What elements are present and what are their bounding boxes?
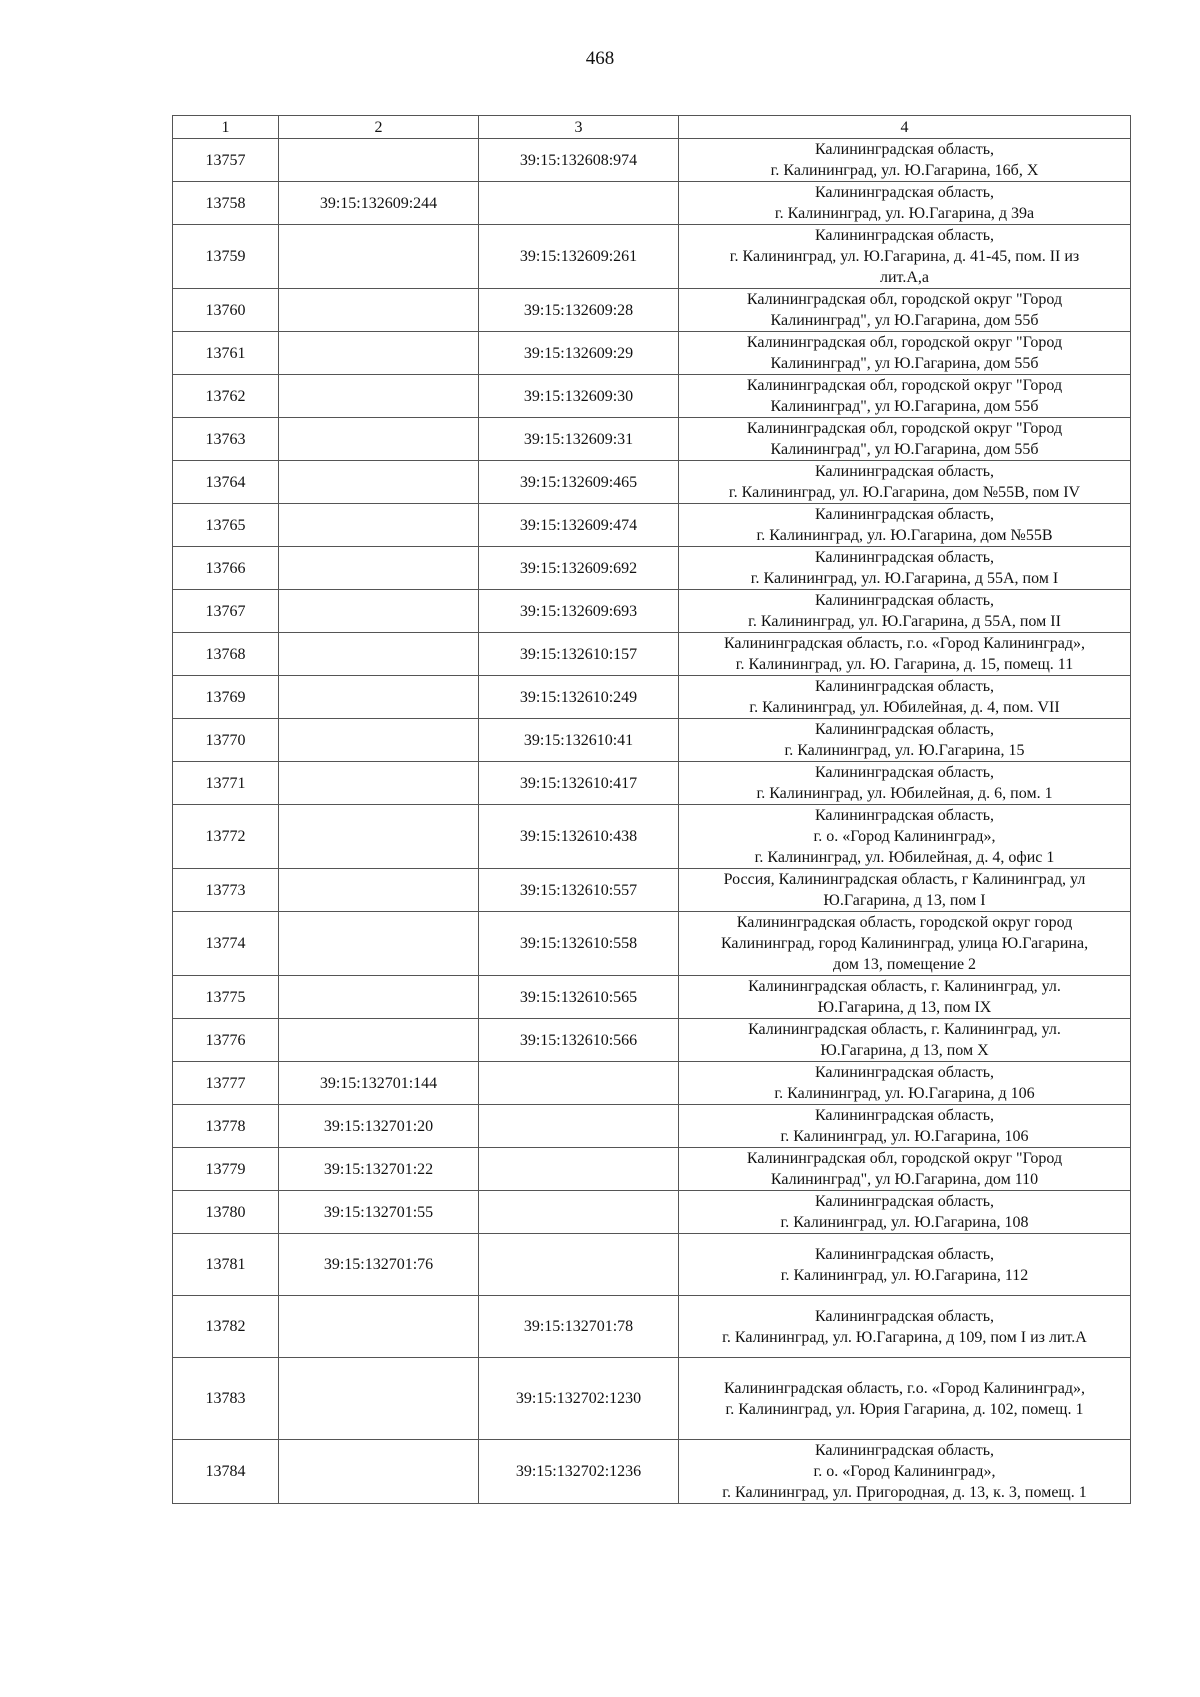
cadastral-number-col2: 39:15:132609:244 bbox=[279, 182, 479, 225]
row-number-cell: 13771 bbox=[173, 762, 279, 805]
cadastral-number-col3: 39:15:132609:29 bbox=[479, 332, 679, 375]
address-line: г. Калининград, ул. Ю.Гагарина, д 55А, пом II bbox=[748, 613, 1061, 630]
cadastral-number-col3: 39:15:132609:693 bbox=[479, 590, 679, 633]
address-line: Калининградская область, bbox=[814, 1107, 995, 1124]
address-cell bbox=[679, 289, 1131, 332]
address-line: Калининградская обл, городской округ "Город bbox=[746, 291, 1063, 308]
cadastral-number-col2: 39:15:132701:144 bbox=[279, 1062, 479, 1105]
address-line: Калининградская область, bbox=[814, 592, 995, 609]
row-number-cell: 13764 bbox=[173, 461, 279, 504]
row-number-cell: 13762 bbox=[173, 375, 279, 418]
cadastral-number-col3: 39:15:132610:565 bbox=[479, 976, 679, 1019]
row-number-cell: 13773 bbox=[173, 869, 279, 912]
address-line: Калининградская область, г. Калининград, ул. bbox=[748, 1021, 1061, 1038]
row-number-cell: 13784 bbox=[173, 1440, 279, 1504]
table-row bbox=[173, 590, 1131, 633]
address-line: Калининград", ул Ю.Гагарина, дом 55б bbox=[770, 312, 1039, 329]
address-line: дом 13, помещение 2 bbox=[832, 956, 977, 973]
row-number-cell: 13775 bbox=[173, 976, 279, 1019]
cadastral-number-col3: 39:15:132610:417 bbox=[479, 762, 679, 805]
column-header: 2 bbox=[279, 116, 479, 139]
table-row bbox=[173, 139, 1131, 182]
cadastral-number-col3: 39:15:132701:78 bbox=[479, 1296, 679, 1358]
address-line: Ю.Гагарина, д 13, пом I bbox=[823, 892, 986, 909]
cadastral-number-col3: 39:15:132609:31 bbox=[479, 418, 679, 461]
row-number-cell: 13768 bbox=[173, 633, 279, 676]
address-cell bbox=[679, 182, 1131, 225]
cadastral-number-col3 bbox=[479, 1191, 679, 1234]
address-cell bbox=[679, 547, 1131, 590]
table-row bbox=[173, 1358, 1131, 1440]
table-row bbox=[173, 762, 1131, 805]
row-number-cell: 13779 bbox=[173, 1148, 279, 1191]
address-line: Калининград", ул Ю.Гагарина, дом 55б bbox=[770, 441, 1039, 458]
cadastral-number-col2 bbox=[279, 912, 479, 976]
table-row bbox=[173, 418, 1131, 461]
table-row bbox=[173, 976, 1131, 1019]
row-number-cell: 13772 bbox=[173, 805, 279, 869]
cadastral-number-col2 bbox=[279, 869, 479, 912]
table-row bbox=[173, 1062, 1131, 1105]
address-cell bbox=[679, 633, 1131, 676]
table-row bbox=[173, 461, 1131, 504]
row-number-cell: 13780 bbox=[173, 1191, 279, 1234]
row-number-cell: 13781 bbox=[173, 1234, 279, 1296]
address-line: Калининградская область, г.о. «Город Калининград», bbox=[723, 1379, 1086, 1397]
cadastral-number-col2: 39:15:132701:22 bbox=[279, 1148, 479, 1191]
address-line: Калининградская обл, городской округ "Город bbox=[746, 334, 1063, 351]
cadastral-number-col3 bbox=[479, 182, 679, 225]
table-row bbox=[173, 912, 1131, 976]
cadastral-number-col3: 39:15:132610:566 bbox=[479, 1019, 679, 1062]
cadastral-number-col2 bbox=[279, 461, 479, 504]
table-header-row bbox=[173, 116, 1131, 139]
address-cell bbox=[679, 225, 1131, 289]
row-number-cell: 13760 bbox=[173, 289, 279, 332]
address-line: Калининградская область, bbox=[814, 1064, 995, 1081]
address-cell bbox=[679, 139, 1131, 182]
cadastral-number-col2 bbox=[279, 1440, 479, 1504]
address-line: Калининградская область, bbox=[814, 1245, 995, 1263]
address-line: Калининградская область, bbox=[814, 721, 995, 738]
row-number-cell: 13777 bbox=[173, 1062, 279, 1105]
address-line: Калининград", ул Ю.Гагарина, дом 110 bbox=[770, 1171, 1039, 1188]
cadastral-number-col3: 39:15:132610:558 bbox=[479, 912, 679, 976]
address-line: г. Калининград, ул. Ю.Гагарина, 106 bbox=[780, 1128, 1029, 1145]
address-line: г. Калининград, ул. Ю.Гагарина, дом №55В bbox=[756, 527, 1053, 544]
cadastral-number-col2 bbox=[279, 676, 479, 719]
row-number-cell: 13767 bbox=[173, 590, 279, 633]
cadastral-number-col3: 39:15:132610:41 bbox=[479, 719, 679, 762]
address-line: г. о. «Город Калининград», bbox=[813, 1463, 996, 1480]
address-line: г. Калининград, ул. Ю. Гагарина, д. 15, помещ. 11 bbox=[735, 656, 1074, 673]
table-row bbox=[173, 375, 1131, 418]
cadastral-number-col3: 39:15:132610:438 bbox=[479, 805, 679, 869]
table-row bbox=[173, 332, 1131, 375]
address-line: Калининградская область, bbox=[814, 184, 995, 201]
cadastral-number-col2 bbox=[279, 225, 479, 289]
row-number-cell: 13761 bbox=[173, 332, 279, 375]
address-line: Калининградская обл, городской округ "Город bbox=[746, 1150, 1063, 1167]
row-number-cell: 13783 bbox=[173, 1358, 279, 1440]
address-cell bbox=[679, 1296, 1131, 1358]
address-line: г. Калининград, ул. Ю.Гагарина, 108 bbox=[780, 1214, 1029, 1231]
cadastral-number-col2 bbox=[279, 590, 479, 633]
cadastral-number-col3: 39:15:132609:465 bbox=[479, 461, 679, 504]
address-line: Калининград", ул Ю.Гагарина, дом 55б bbox=[770, 355, 1039, 372]
table-row bbox=[173, 504, 1131, 547]
cadastral-number-col3: 39:15:132609:28 bbox=[479, 289, 679, 332]
cadastral-number-col3: 39:15:132609:474 bbox=[479, 504, 679, 547]
address-line: г. Калининград, ул. Ю.Гагарина, д 106 bbox=[774, 1085, 1035, 1102]
address-line: г. Калининград, ул. Юрия Гагарина, д. 102, помещ. 1 bbox=[725, 1400, 1084, 1418]
cadastral-number-col2: 39:15:132701:55 bbox=[279, 1191, 479, 1234]
address-line: Ю.Гагарина, д 13, пом X bbox=[820, 1042, 989, 1059]
table-row bbox=[173, 1296, 1131, 1358]
address-line: Калининградская обл, городской округ "Город bbox=[746, 420, 1063, 437]
address-cell bbox=[679, 461, 1131, 504]
row-number-cell: 13769 bbox=[173, 676, 279, 719]
table-row bbox=[173, 547, 1131, 590]
cadastral-number-col2 bbox=[279, 1358, 479, 1440]
table-row bbox=[173, 1105, 1131, 1148]
cadastral-number-col2 bbox=[279, 375, 479, 418]
address-line: Калининградская область, г. Калининград, ул. bbox=[748, 978, 1061, 995]
registry-table bbox=[172, 115, 1131, 1504]
address-line: г. Калининград, ул. Юбилейная, д. 4, офис 1 bbox=[754, 849, 1055, 866]
address-line: г. Калининград, ул. Юбилейная, д. 4, пом. VII bbox=[749, 699, 1060, 716]
address-line: Калининградская область, bbox=[814, 463, 995, 480]
column-header: 3 bbox=[479, 116, 679, 139]
address-line: Калининград, город Калининград, улица Ю.Гагарина, bbox=[720, 935, 1089, 952]
cadastral-number-col2 bbox=[279, 504, 479, 547]
address-line: Калининград", ул Ю.Гагарина, дом 55б bbox=[770, 398, 1039, 415]
address-line: лит.А,а bbox=[880, 269, 929, 286]
address-line: Калининградская область, bbox=[814, 506, 995, 523]
cadastral-number-col3: 39:15:132610:249 bbox=[479, 676, 679, 719]
table-row bbox=[173, 633, 1131, 676]
address-line: г. Калининград, ул. Ю.Гагарина, д 109, пом I из лит.А bbox=[722, 1328, 1087, 1346]
address-line: Калининградская область, г.о. «Город Калининград», bbox=[723, 635, 1086, 652]
page-number: 468 bbox=[585, 48, 615, 69]
address-cell bbox=[679, 1440, 1131, 1504]
cadastral-number-col2 bbox=[279, 139, 479, 182]
cadastral-number-col3: 39:15:132610:157 bbox=[479, 633, 679, 676]
address-line: Калининградская область, bbox=[814, 1193, 995, 1210]
table-row bbox=[173, 1019, 1131, 1062]
row-number-cell: 13759 bbox=[173, 225, 279, 289]
cadastral-number-col3: 39:15:132609:30 bbox=[479, 375, 679, 418]
cadastral-number-col2 bbox=[279, 1019, 479, 1062]
cadastral-number-col2 bbox=[279, 719, 479, 762]
address-line: Калининградская область, bbox=[814, 549, 995, 566]
cadastral-number-col3: 39:15:132702:1236 bbox=[479, 1440, 679, 1504]
cadastral-number-col2 bbox=[279, 633, 479, 676]
column-header: 4 bbox=[679, 116, 1131, 139]
table-row bbox=[173, 1234, 1131, 1296]
cadastral-number-col3: 39:15:132610:557 bbox=[479, 869, 679, 912]
address-cell bbox=[679, 1019, 1131, 1062]
table-row bbox=[173, 182, 1131, 225]
cadastral-number-col3 bbox=[479, 1148, 679, 1191]
column-header: 1 bbox=[173, 116, 279, 139]
cadastral-number-col2 bbox=[279, 289, 479, 332]
cadastral-number-col2: 39:15:132701:20 bbox=[279, 1105, 479, 1148]
address-line: Калининградская обл, городской округ "Город bbox=[746, 377, 1063, 394]
cadastral-number-col2 bbox=[279, 332, 479, 375]
address-line: Калининградская область, bbox=[814, 141, 995, 158]
address-cell bbox=[679, 418, 1131, 461]
address-cell bbox=[679, 719, 1131, 762]
address-line: Ю.Гагарина, д 13, пом IX bbox=[817, 999, 992, 1016]
address-cell bbox=[679, 1358, 1131, 1440]
address-line: г. Калининград, ул. Ю.Гагарина, д 39а bbox=[774, 205, 1035, 222]
cadastral-number-col2 bbox=[279, 418, 479, 461]
address-line: г. Калининград, ул. Ю.Гагарина, д 55А, пом I bbox=[750, 570, 1059, 587]
table-row bbox=[173, 1191, 1131, 1234]
row-number-cell: 13774 bbox=[173, 912, 279, 976]
address-cell bbox=[679, 762, 1131, 805]
table-row bbox=[173, 805, 1131, 869]
table-row bbox=[173, 289, 1131, 332]
cadastral-number-col2: 39:15:132701:76 bbox=[279, 1234, 479, 1296]
cadastral-number-col2 bbox=[279, 547, 479, 590]
cadastral-number-col2 bbox=[279, 976, 479, 1019]
row-number-cell: 13758 bbox=[173, 182, 279, 225]
address-cell bbox=[679, 1062, 1131, 1105]
address-line: г. Калининград, ул. Ю.Гагарина, 112 bbox=[780, 1266, 1029, 1284]
row-number-cell: 13776 bbox=[173, 1019, 279, 1062]
address-cell bbox=[679, 1105, 1131, 1148]
address-cell bbox=[679, 590, 1131, 633]
cadastral-number-col3 bbox=[479, 1062, 679, 1105]
row-number-cell: 13757 bbox=[173, 139, 279, 182]
cadastral-number-col3: 39:15:132609:692 bbox=[479, 547, 679, 590]
table-row bbox=[173, 1440, 1131, 1504]
address-line: г. Калининград, ул. Ю.Гагарина, 15 bbox=[784, 742, 1025, 759]
address-cell bbox=[679, 676, 1131, 719]
row-number-cell: 13778 bbox=[173, 1105, 279, 1148]
table-body bbox=[173, 116, 1131, 1504]
row-number-cell: 13765 bbox=[173, 504, 279, 547]
table-row bbox=[173, 1148, 1131, 1191]
row-number-cell: 13763 bbox=[173, 418, 279, 461]
address-cell bbox=[679, 504, 1131, 547]
row-number-cell: 13782 bbox=[173, 1296, 279, 1358]
address-line: г. Калининград, ул. Ю.Гагарина, д. 41-45, пом. II из bbox=[729, 248, 1080, 265]
address-line: Калининградская область, bbox=[814, 807, 995, 824]
row-number-cell: 13770 bbox=[173, 719, 279, 762]
table-row bbox=[173, 676, 1131, 719]
address-cell bbox=[679, 1148, 1131, 1191]
cadastral-number-col3 bbox=[479, 1234, 679, 1296]
address-line: Россия, Калининградская область, г Калининград, ул bbox=[723, 871, 1086, 888]
address-line: г. Калининград, ул. Пригородная, д. 13, к. 3, помещ. 1 bbox=[722, 1484, 1087, 1501]
cadastral-number-col2 bbox=[279, 762, 479, 805]
row-number-cell: 13766 bbox=[173, 547, 279, 590]
address-line: Калининградская область, bbox=[814, 227, 995, 244]
address-line: г. Калининград, ул. Ю.Гагарина, 16б, Х bbox=[770, 162, 1039, 179]
address-line: Калининградская область, городской округ город bbox=[736, 914, 1073, 931]
cadastral-number-col3 bbox=[479, 1105, 679, 1148]
address-line: г. Калининград, ул. Юбилейная, д. 6, пом. 1 bbox=[756, 785, 1053, 802]
address-cell bbox=[679, 1191, 1131, 1234]
cadastral-number-col3: 39:15:132608:974 bbox=[479, 139, 679, 182]
address-cell bbox=[679, 805, 1131, 869]
cadastral-number-col3: 39:15:132609:261 bbox=[479, 225, 679, 289]
address-line: Калининградская область, bbox=[814, 678, 995, 695]
address-line: г. о. «Город Калининград», bbox=[813, 828, 996, 845]
address-cell bbox=[679, 869, 1131, 912]
address-cell bbox=[679, 332, 1131, 375]
address-cell bbox=[679, 375, 1131, 418]
cadastral-number-col3: 39:15:132702:1230 bbox=[479, 1358, 679, 1440]
address-cell bbox=[679, 976, 1131, 1019]
address-line: Калининградская область, bbox=[814, 1307, 995, 1325]
cadastral-number-col2 bbox=[279, 1296, 479, 1358]
cadastral-number-col2 bbox=[279, 805, 479, 869]
address-line: Калининградская область, bbox=[814, 1442, 995, 1459]
address-cell bbox=[679, 1234, 1131, 1296]
table-row bbox=[173, 225, 1131, 289]
address-line: г. Калининград, ул. Ю.Гагарина, дом №55В, пом IV bbox=[728, 484, 1081, 501]
address-line: Калининградская область, bbox=[814, 764, 995, 781]
address-cell bbox=[679, 912, 1131, 976]
table-row bbox=[173, 869, 1131, 912]
table-row bbox=[173, 719, 1131, 762]
